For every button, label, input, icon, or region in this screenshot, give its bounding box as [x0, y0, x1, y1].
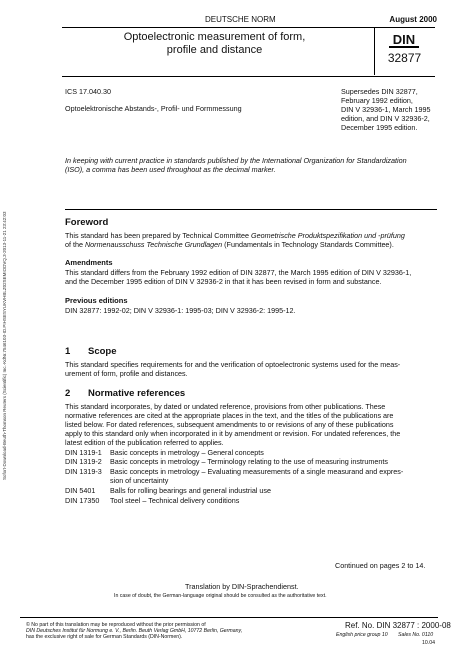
normative-text: This standard incorporates, by dated or undated reference, provisions from other publications. These normative references are cited at the appropriate places in the text, and the titles of the publications are listed below. For dated references, subsequent amendments to or revisions of any of these publications apply to this standard only when incorporated in it by amendment or revision. For undated references, the latest edition of the publication referred to applies. [65, 402, 401, 447]
foreword-text: This standard has been prepared by Technical Committee Geometrische Produktspezifikation und -prüfung of the Normenausschuss Technische Grundlagen (Fundamentals in Technology Standards Committee). [65, 231, 405, 249]
ics-code: ICS 17.040.30 [65, 87, 111, 96]
footer-divider [20, 617, 438, 618]
translation-note: Translation by DIN-Sprachendienst. [185, 582, 299, 591]
download-watermark: Sofort-Download-Beuth-Thomson Reuters (Scientific) Inc.-KdNr.7546103-ID.PIHSESYUKVHBLZ02SEMIODVQ.3-2013-11-21 23:42:03 [2, 211, 7, 480]
price-group: English price group 10 [336, 632, 388, 638]
document-title: Optoelectronic measurement of form, profile and distance [123, 31, 306, 56]
amendments-heading: Amendments [65, 258, 113, 267]
reference-row: DIN 1319-3 Basic concepts in metrology – Evaluating measurements of a single measurand and expres- [65, 467, 404, 476]
ref-number: Ref. No. DIN 32877 : 2000-08 [345, 621, 451, 630]
authoritative-note: In case of doubt, the German-language original should be consulted as the authoritative text. [114, 593, 327, 599]
divider [65, 209, 437, 210]
reference-row: DIN 1319-1 Basic concepts in metrology – General concepts [65, 448, 264, 457]
scope-heading: Scope [88, 346, 117, 357]
amendments-text: This standard differs from the February 1992 edition of DIN 32877, the March 1995 edition of DIN V 32936-1, and the December 1995 edition of DIN V 32936-2 in that it has been revised in form and substance. [65, 268, 412, 286]
supersedes-block: Supersedes DIN 32877, February 1992 edition, DIN V 32936-1, March 1995 edition, and DIN V 32936-2, December 1995 edition. [341, 87, 431, 132]
decimal-notice: In keeping with current practice in standards published by the International Organization for Standardization (ISO), a comma has been used throughout as the decimal marker. [65, 156, 407, 174]
standard-label: DEUTSCHE NORM [205, 15, 276, 24]
reference-row: DIN 5401 Balls for rolling bearings and general industrial use [65, 486, 272, 495]
sales-number: Sales No. 0110 [398, 632, 434, 638]
scope-number: 1 [65, 346, 71, 357]
foreword-heading: Foreword [65, 217, 109, 228]
german-title: Optoelektronische Abstands-, Profil- und Formmessung [65, 104, 242, 113]
scope-text: This standard specifies requirements for and the verification of optoelectronic systems used for the meas- urement of form, profile and distances. [65, 360, 401, 378]
footer-code: 10.04 [422, 640, 435, 646]
din-number: 32877 [387, 51, 422, 65]
publication-date: August 2000 [389, 15, 437, 24]
din-logo: DIN [389, 33, 419, 48]
copyright-notice: © No part of this translation may be reproduced without the prior permission of DIN Deutsches Institut für Normung e. V., Berlin. Beuth Verlag GmbH, 10772 Berlin, Germany, has the exclusive right of sale for German Standards (DIN-Normen). [26, 622, 243, 640]
normative-number: 2 [65, 388, 71, 399]
previous-editions-text: DIN 32877: 1992-02; DIN V 32936-1: 1995-03; DIN V 32936-2: 1995-12. [65, 306, 296, 315]
continued-note: Continued on pages 2 to 14. [335, 561, 426, 570]
reference-row: DIN 1319-2 Basic concepts in metrology – Terminology relating to the use of measuring instruments [65, 457, 388, 466]
normative-heading: Normative references [88, 388, 186, 399]
reference-row-continuation: sion of uncertainty [110, 476, 169, 485]
previous-editions-heading: Previous editions [65, 296, 128, 305]
reference-row: DIN 17350 Tool steel – Technical delivery conditions [65, 496, 240, 505]
